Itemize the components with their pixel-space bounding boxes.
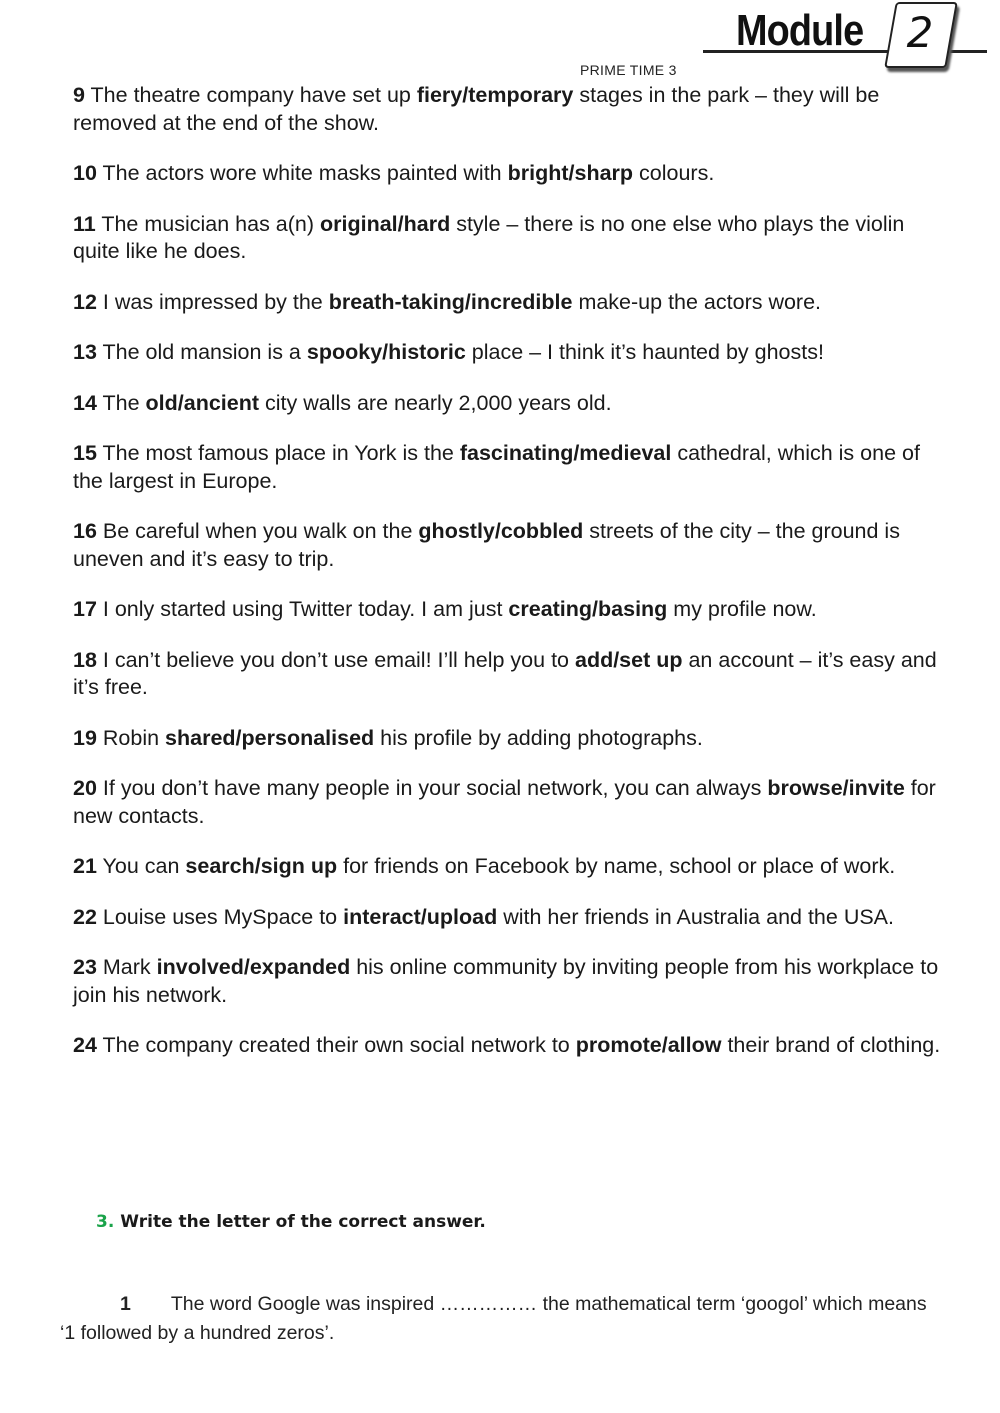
word-choice: interact/upload bbox=[343, 904, 498, 929]
question-number: 11 bbox=[73, 211, 96, 236]
question-item bbox=[73, 1032, 943, 1060]
question-text-start: The most famous place in York is the bbox=[96, 441, 460, 465]
question-text-end: make-up the actors wore. bbox=[572, 289, 822, 314]
question-item bbox=[73, 775, 943, 830]
question-item bbox=[73, 904, 943, 932]
question-item bbox=[73, 725, 943, 753]
question-text-start: Be careful when you walk on the bbox=[96, 519, 419, 543]
word-choice: add/set up bbox=[574, 647, 683, 672]
question-item bbox=[73, 954, 943, 1009]
question-number: 16 bbox=[73, 519, 97, 543]
section-number: 3. bbox=[96, 1212, 115, 1232]
word-choice: promote/allow bbox=[575, 1033, 722, 1057]
question-text-start: The musician has a(n) bbox=[95, 211, 320, 236]
question-item bbox=[73, 390, 943, 418]
question-item bbox=[73, 211, 943, 266]
question-text-start: You can bbox=[96, 854, 186, 878]
question-text-end: style – there is no one else who plays the violin quite like he does. bbox=[73, 211, 905, 263]
question-item bbox=[73, 596, 943, 624]
answer-item bbox=[60, 1290, 940, 1348]
module-label: Module bbox=[736, 6, 864, 55]
question-text-start: Robin bbox=[96, 725, 166, 750]
question-item bbox=[73, 853, 943, 881]
question-text-end: cathedral, which is one of the largest in Europe. bbox=[73, 441, 920, 493]
question-text-start: Louise uses MySpace to bbox=[96, 904, 344, 929]
question-text-end: streets of the city – the ground is uneven and it’s easy to trip. bbox=[73, 519, 900, 571]
question-item bbox=[73, 518, 943, 573]
question-list bbox=[73, 82, 943, 1083]
question-text-end: city walls are nearly 2,000 years old. bbox=[259, 390, 612, 415]
question-number: 24 bbox=[73, 1033, 97, 1057]
word-choice: breath-taking/incredible bbox=[328, 289, 573, 314]
word-choice: fascinating/medieval bbox=[459, 441, 672, 465]
question-number: 12 bbox=[73, 289, 97, 314]
item-text: The word Google was inspired …………… the mathematical term ‘googol’ which means ‘1 followed by a hundred zeros’. bbox=[60, 1293, 927, 1344]
question-number: 23 bbox=[73, 955, 97, 979]
question-text-end: for friends on Facebook by name, school or place of work. bbox=[337, 854, 896, 878]
question-number: 9 bbox=[73, 83, 85, 107]
question-text-start: Mark bbox=[96, 955, 157, 979]
question-text-start: The bbox=[96, 390, 146, 415]
question-text-start: The company created their own social network to bbox=[96, 1033, 576, 1057]
section-heading bbox=[96, 1212, 486, 1232]
question-item bbox=[73, 289, 943, 317]
word-choice: old/ancient bbox=[145, 390, 260, 415]
question-number: 22 bbox=[73, 904, 97, 929]
word-choice: shared/personalised bbox=[165, 725, 375, 750]
module-number: 2 bbox=[906, 8, 934, 57]
question-text-start: I can’t believe you don’t use email! I’ll help you to bbox=[96, 647, 575, 672]
question-text-end: with her friends in Australia and the USA. bbox=[497, 904, 894, 929]
book-subtitle: PRIME TIME 3 bbox=[580, 62, 677, 78]
question-item bbox=[73, 647, 943, 702]
question-text-end: an account – it’s easy and it’s free. bbox=[73, 647, 937, 699]
question-text-end: his online community by inviting people from his workplace to join his network. bbox=[73, 955, 939, 1007]
word-choice: ghostly/cobbled bbox=[418, 519, 584, 543]
word-choice: fiery/temporary bbox=[416, 83, 574, 107]
item-number: 1 bbox=[120, 1293, 131, 1315]
word-choice: bright/sharp bbox=[507, 161, 634, 185]
question-text-start: I only started using Twitter today. I am just bbox=[96, 597, 509, 621]
question-number: 21 bbox=[73, 854, 97, 878]
question-text-end: my profile now. bbox=[667, 597, 817, 621]
page-header bbox=[0, 0, 1000, 90]
question-number: 13 bbox=[73, 340, 97, 364]
question-text-end: colours. bbox=[633, 161, 715, 185]
word-choice: browse/invite bbox=[767, 776, 905, 800]
question-text-start: I was impressed by the bbox=[96, 289, 329, 314]
question-text-start: The actors wore white masks painted with bbox=[96, 161, 508, 185]
question-item bbox=[73, 440, 943, 495]
question-text-start: If you don’t have many people in your social network, you can always bbox=[96, 776, 768, 800]
word-choice: involved/expanded bbox=[156, 955, 351, 979]
question-number: 15 bbox=[73, 441, 97, 465]
word-choice: creating/basing bbox=[508, 597, 668, 621]
question-number: 18 bbox=[73, 647, 97, 672]
section-title: Write the letter of the correct answer. bbox=[120, 1212, 486, 1232]
question-text-end: place – I think it’s haunted by ghosts! bbox=[465, 340, 824, 364]
question-text-start: The old mansion is a bbox=[96, 340, 307, 364]
question-text-start: The theatre company have set up bbox=[84, 83, 417, 107]
question-item bbox=[73, 82, 943, 137]
question-item bbox=[73, 160, 943, 188]
question-text-end: for new contacts. bbox=[73, 776, 936, 828]
word-choice: spooky/historic bbox=[306, 340, 466, 364]
question-number: 10 bbox=[73, 161, 97, 185]
word-choice: search/sign up bbox=[185, 854, 338, 878]
question-text-end: stages in the park – they will be removed at the end of the show. bbox=[73, 83, 880, 135]
word-choice: original/hard bbox=[320, 211, 451, 236]
question-number: 20 bbox=[73, 776, 97, 800]
question-number: 19 bbox=[73, 725, 97, 750]
question-number: 17 bbox=[73, 597, 97, 621]
question-text-end: their brand of clothing. bbox=[721, 1033, 941, 1057]
question-number: 14 bbox=[73, 390, 97, 415]
question-text-end: his profile by adding photographs. bbox=[374, 725, 703, 750]
question-item bbox=[73, 339, 943, 367]
